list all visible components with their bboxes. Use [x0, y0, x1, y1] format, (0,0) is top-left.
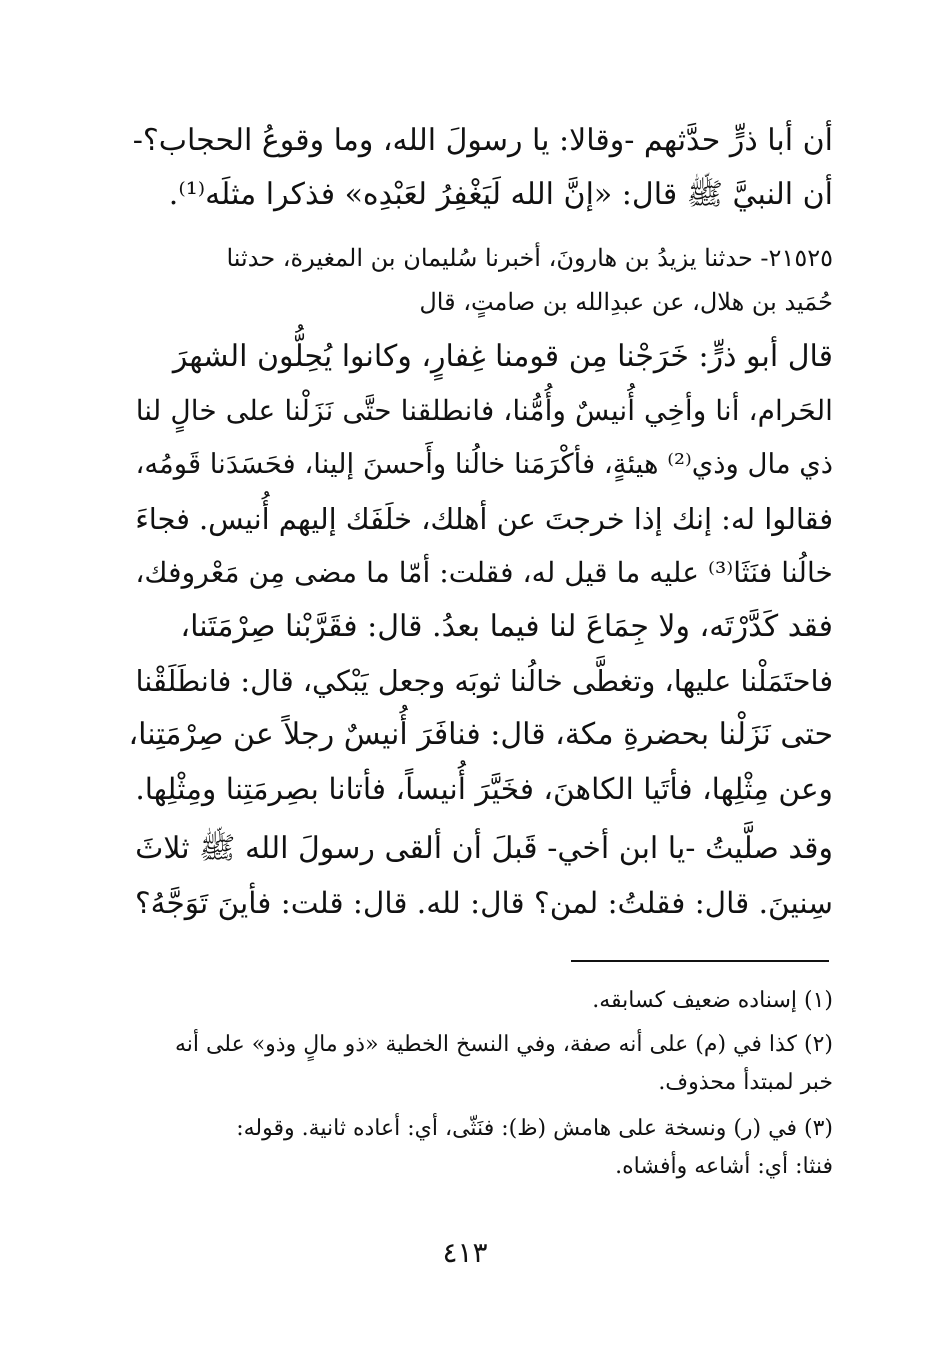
text-line: خالُنا فنَثَا⁽³⁾ عليه ما قيل له، فقلت: أمّا ما مضى مِن مَعْروفك، [135, 556, 833, 589]
text-line: وقد صلَّيتُ -يا ابن أخي- قَبلَ أن ألقى رسولَ الله ﷺ ثلاثَ [135, 831, 833, 866]
footnote-2 [128, 1026, 833, 1102]
text-line: وعن مِثْلِها، فأتَيا الكاهنَ، فخَيَّرَ أُنيساً، فأتانا بصِرمَتِنا ومِثْلِها. [135, 771, 833, 806]
paragraph-narrative [128, 330, 833, 816]
text-line: أن أبا ذرٍّ حدَّثهم -وقالا: يا رسولَ الله، وما وقوعُ الحجاب؟- [132, 123, 833, 158]
text-line: ٢١٥٢٥- حدثنا يزيدُ بن هارونَ، أخبرنا سُليمان بن المغيرة، حدثنا [226, 244, 833, 272]
footnote-separator [571, 960, 829, 962]
text-line: فقد كَدَّرْتَه، ولا جِمَاعَ لنا فيما بعدُ. قال: فقَرَّبْنا صِرْمَتَنا، [180, 609, 833, 644]
paragraph-continuation [128, 114, 833, 222]
footnote-1 [128, 982, 833, 1020]
footnote-line: (٣) في (ر) ونسخة على هامش (ظ): فنَثّى، أي: أعاده ثانية. وقوله: [236, 1116, 833, 1141]
footnote-line: خبر لمبتدأ محذوف. [658, 1070, 833, 1095]
hadith-isnad [128, 236, 833, 324]
text-line: فقالوا له: إنك إذا خرجتَ عن أهلك، خلَفَك إليهم أُنيس. فجاءَ [135, 502, 833, 536]
text-line: سِنينَ. قال: فقلتُ: لمن؟ قال: لله. قال: قلت: فأينَ تَوَجَّهُ؟ [135, 886, 833, 920]
text-line: أن النبيَّ ﷺ قال: «إنَّ الله لَيَغْفِرُ لعَبْدِه» فذكرا مثلَه⁽¹⁾. [168, 177, 833, 212]
page-number: ٤١٣ [442, 1236, 488, 1269]
text-line: قال أبو ذرٍّ: خَرَجْنا مِن قومنا غِفارٍ، وكانوا يُحِلُّون الشهرَ [172, 339, 833, 374]
footnote-line: (١) إسناده ضعيف كسابقه. [592, 988, 833, 1013]
text-line: ذي مال وذي⁽²⁾ هيئةٍ، فأكْرَمَنا خالُنا وأَحسنَ إلينا، فحَسَدَنا قَومُه، [135, 449, 833, 480]
text-line: حُمَيد بن هلال، عن عبدِالله بن صامتٍ، قال [419, 288, 833, 316]
footnote-line: فنثا: أي: أشاعه وأفشاه. [615, 1154, 833, 1179]
text-line: فاحتَمَلْنا عليها، وتغطَّى خالُنا ثوبَه وجعل يَبْكي، قال: فانطَلَقْنا [135, 664, 833, 698]
text-line: حتى نَزَلْنا بحضرةِ مكة، قال: فنافَرَ أُنيسٌ رجلاً عن صِرْمَتِنا، [128, 717, 833, 752]
footnote-3 [128, 1110, 833, 1186]
text-line: الحَرام، أنا وأخِي أُنيسٌ وأُمُّنا، فانطلقنا حتَّى نَزَلْنا على خالٍ لنا [135, 394, 833, 427]
paragraph-closing [128, 822, 833, 930]
footnote-line: (٢) كذا في (م) على أنه صفة، وفي النسخ الخطية «ذو مالٍ وذو» على أنه [174, 1032, 833, 1057]
